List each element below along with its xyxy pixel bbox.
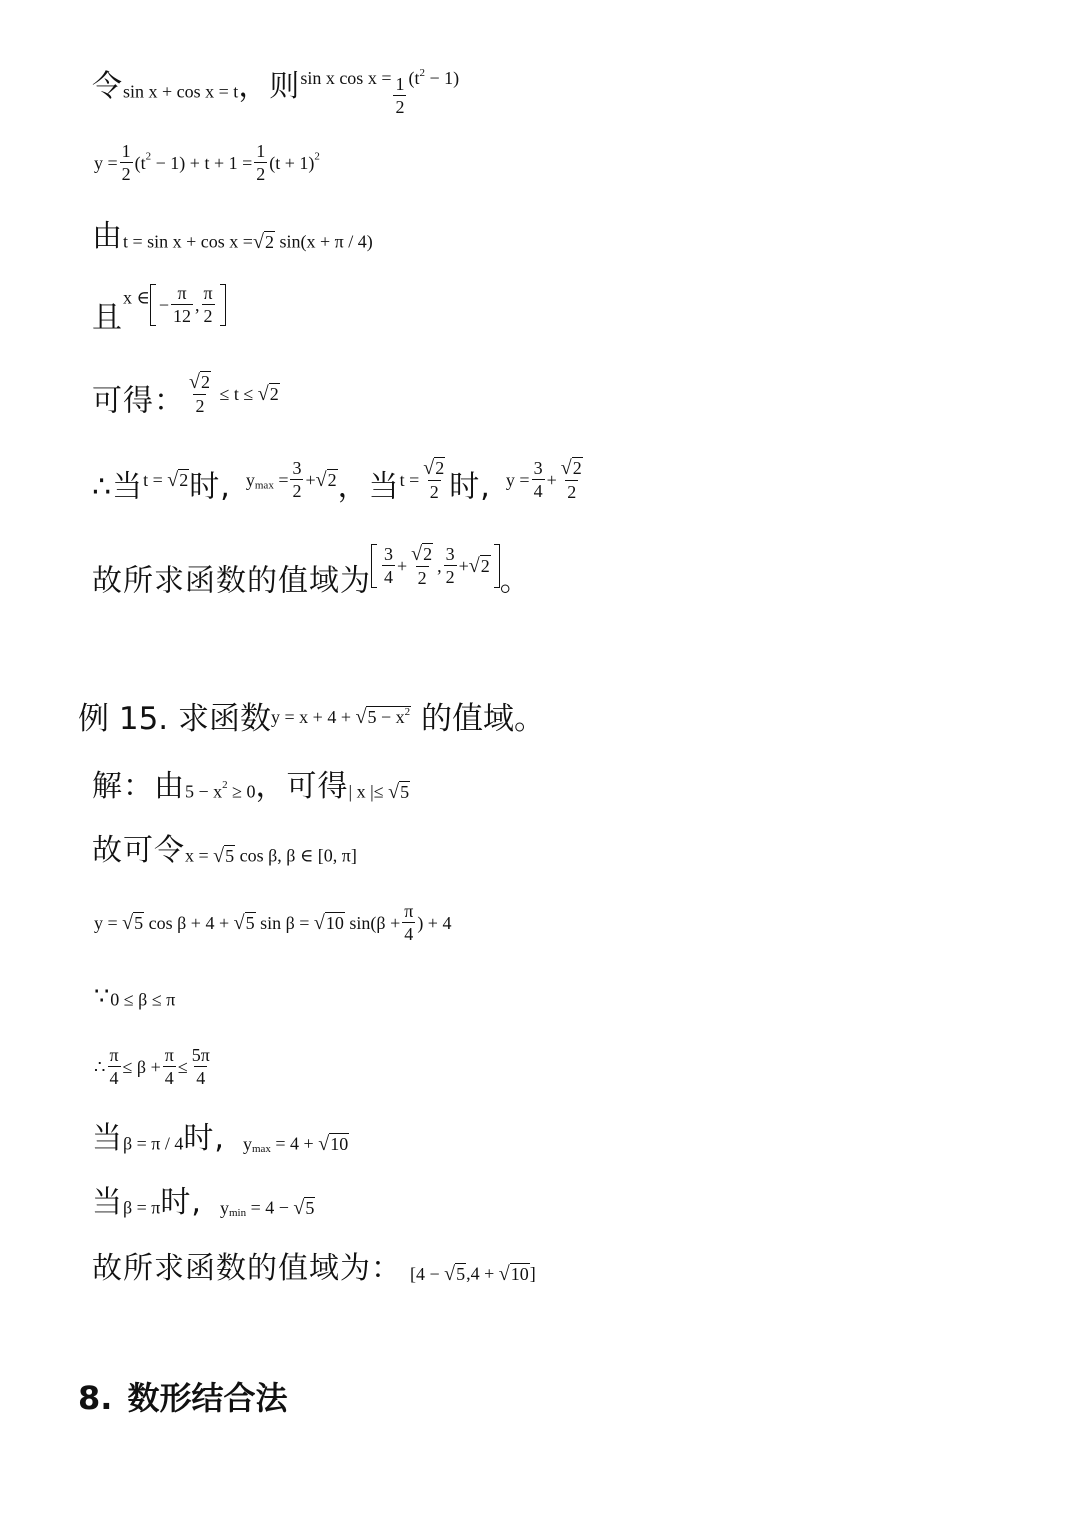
fraction: $\frac{1}{2}$ (256, 141, 266, 184)
solution-step-3: y = √5 cos β + 4 + √5 sin β = √10 sin(β + $\frac{\pi}{4}$ ) + 4 (94, 901, 452, 944)
solution-step-4: ∵0 ≤ β ≤ π (94, 982, 176, 1010)
text: ，则 (238, 69, 301, 104)
section-title: 数形结合法 (127, 1379, 288, 1417)
formula: sin x + cos x = t (123, 81, 239, 102)
line-range-result: 故所求函数的值域为 $\frac{3}{4}$ + $\frac{√2}{2}$ , $\frac{3}{2}$ + √2 。 (92, 543, 531, 599)
section-heading (78, 1379, 288, 1417)
line-substitution: 令sin x + cos x = t，则sin x cos x = $\frac{1}{2}$ $(t^2 - 1)$ (92, 67, 460, 117)
bracket-interval: − $\frac{\pi}{12}$ , $\frac{\pi}{2}$ (150, 284, 226, 326)
text: 令 (92, 69, 123, 104)
example-15-title: 例 15. 求函数$y = x + 4 + √5 - x^2$ 的值域。 (78, 701, 545, 737)
line-x-interval: 且x ∈ − $\frac{\pi}{12}$ , $\frac{\pi}{2}$ (92, 284, 226, 333)
line-t-definition: 由t = sin x + cos x =√2 sin(x + π / 4) (92, 219, 373, 254)
fraction: $\frac{√2}{2}$ (189, 371, 210, 416)
line-extrema: ∴当t = √2时, $y_{max}$ = $\frac{3}{2}$ +√2，当t = $\frac{√2}{2}$ 时, y = $\frac{3}{4}$ + $\frac{√2}{2}$ (92, 457, 582, 505)
solution-step-5: ∴ $\frac{\pi}{4}$ ≤ β + $\frac{\pi}{4}$ ≤ $\frac{5\pi}{4}$ (94, 1045, 210, 1088)
solution-step-1: 解：由$5 - x^2 \ge 0$，可得| x |≤ √5 (92, 769, 410, 804)
solution-step-2: 故可令x = √5 cos β, β ∈ [0, π] (92, 833, 357, 868)
solution-step-7: 当β = π时, $y_{min} = 4 - √5$ (92, 1185, 315, 1220)
fraction: $\frac{1}{2}$ (121, 141, 131, 184)
solution-step-6: 当β = π / 4时, $y_{max} = 4 + √10$ (92, 1121, 349, 1156)
formula: sin x cos x = (300, 68, 392, 88)
section-number: 8. (78, 1379, 113, 1417)
formula-y-expression: y = $\frac{1}{2}$ $(t^2 - 1) + t + 1$ = $\frac{1}{2}$ $(t + 1)^2$ (94, 141, 320, 184)
fraction: $\frac{1}{2}$ (395, 74, 405, 117)
bracket-interval: $\frac{3}{4}$ + $\frac{√2}{2}$ , $\frac{3}{2}$ + √2 (371, 544, 500, 588)
radical: √2 (252, 230, 274, 253)
radical: √2 (257, 382, 279, 405)
solution-result: 故所求函数的值域为： [4 − √5,4 + √10] (92, 1251, 536, 1286)
line-t-range: 可得： $\frac{√2}{2}$ ≤ t ≤ √2 (92, 371, 279, 419)
